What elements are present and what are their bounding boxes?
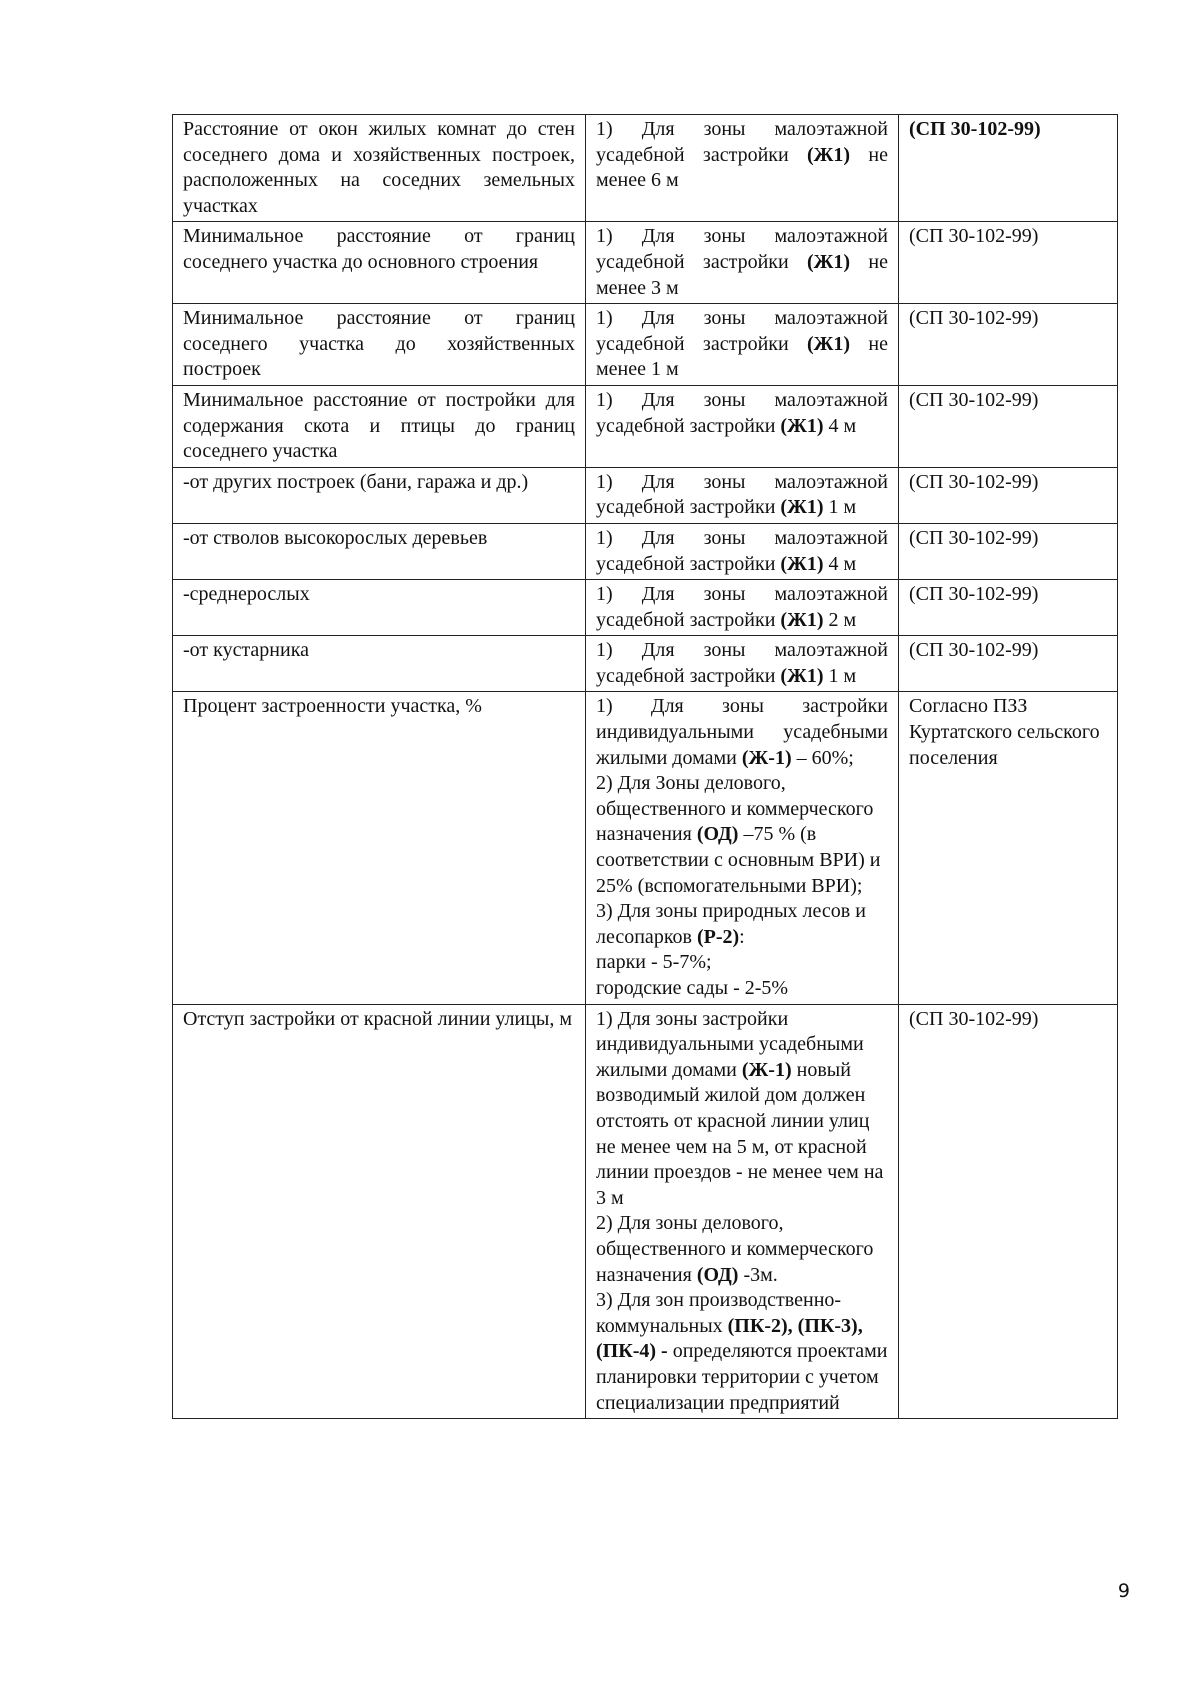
source-text: (СП 30-102-99) bbox=[909, 388, 1039, 411]
parameter-cell bbox=[173, 115, 586, 222]
source-text: (СП 30-102-99) bbox=[909, 470, 1039, 493]
zone-text: 1) Для зоны малоэтажной усадебной застройки bbox=[596, 118, 888, 166]
setback-item-2 bbox=[596, 1211, 888, 1288]
item-text: 2) Для зоны делового, общественного и коммерческого назначения bbox=[596, 1212, 874, 1286]
zone-value: 4 м bbox=[823, 414, 857, 437]
parameter-cell bbox=[173, 580, 586, 636]
table-row bbox=[173, 523, 1118, 579]
zone-text: 1) Для зоны малоэтажной усадебной застройки bbox=[596, 639, 888, 687]
zone-cell bbox=[586, 385, 899, 467]
source-cell bbox=[899, 115, 1118, 222]
source-cell bbox=[899, 222, 1118, 304]
zone-text: 1) Для зоны малоэтажной усадебной застройки bbox=[596, 225, 888, 273]
table-row bbox=[173, 467, 1118, 523]
coverage-gardens: городские сады - 2-5% bbox=[596, 977, 789, 999]
item-text: 1) Для зоны застройки индивидуальными усадебными жилыми домами bbox=[596, 1007, 864, 1081]
zone-cell bbox=[586, 692, 899, 1004]
table-row bbox=[173, 636, 1118, 692]
parameter-cell bbox=[173, 467, 586, 523]
item-text: 2) Для Зоны делового, общественного и коммерческого назначения bbox=[596, 772, 874, 846]
parameter-cell bbox=[173, 1004, 586, 1419]
zone-value: не менее 1 м bbox=[596, 332, 888, 381]
parameter-cell bbox=[173, 692, 586, 1004]
source-text: (СП 30-102-99) bbox=[909, 307, 1039, 330]
source-text: Согласно ПЗЗ Куртатского сельского поселения bbox=[909, 695, 1100, 769]
item-text: 1) Для зоны застройки индивидуальными усадебными жилыми домами bbox=[596, 695, 888, 769]
source-cell bbox=[899, 636, 1118, 692]
zone-code: (ОД) bbox=[696, 823, 739, 846]
source-cell bbox=[899, 385, 1118, 467]
parameter-cell bbox=[173, 222, 586, 304]
parameter-text: Минимальное расстояние от границ соседнего участка до основного строения bbox=[183, 225, 575, 273]
source-cell bbox=[899, 1004, 1118, 1419]
zone-cell bbox=[586, 115, 899, 222]
zone-code: (Ж1) bbox=[780, 496, 824, 519]
table-row-setback bbox=[173, 1004, 1118, 1419]
setback-item-3 bbox=[596, 1288, 888, 1416]
parameter-text: -от других построек (бани, гаража и др.) bbox=[183, 470, 529, 493]
zone-code: (ПК-2), (ПК-3), (ПК-4) - bbox=[596, 1314, 863, 1363]
zone-code: (Ж1) bbox=[807, 332, 851, 355]
source-cell bbox=[899, 304, 1118, 386]
zone-code: (Ж1) bbox=[780, 664, 824, 687]
zone-cell bbox=[586, 467, 899, 523]
source-text: (СП 30-102-99) bbox=[909, 1007, 1039, 1030]
zone-code: (ОД) bbox=[696, 1263, 739, 1286]
coverage-parks: парки - 5-7%; bbox=[596, 951, 712, 974]
zone-code: (Ж1) bbox=[780, 414, 824, 437]
source-text: (СП 30-102-99) bbox=[909, 583, 1039, 606]
parameter-text: Отступ застройки от красной линии улицы, м bbox=[183, 1007, 572, 1030]
zone-cell bbox=[586, 523, 899, 579]
table-row-coverage bbox=[173, 692, 1118, 1004]
zone-code: (Ж-1) bbox=[741, 1058, 792, 1081]
table-row bbox=[173, 304, 1118, 386]
item-value: –75 % (в соответствии с основным ВРИ) и 25% (вспомогательными ВРИ); bbox=[596, 823, 881, 897]
parameter-text: -от кустарника bbox=[183, 639, 310, 662]
zone-cell bbox=[586, 304, 899, 386]
zone-text: 1) Для зоны малоэтажной усадебной застройки bbox=[596, 470, 888, 519]
regulations-table bbox=[172, 114, 1118, 1419]
source-cell bbox=[899, 692, 1118, 1004]
table-row bbox=[173, 222, 1118, 304]
zone-text: 1) Для зоны малоэтажной усадебной застройки bbox=[596, 583, 888, 631]
item-value: : bbox=[739, 925, 745, 948]
zone-code: (Ж1) bbox=[780, 552, 824, 575]
zone-cell bbox=[586, 580, 899, 636]
zone-cell bbox=[586, 222, 899, 304]
coverage-item-1 bbox=[596, 694, 888, 771]
item-value: -3м. bbox=[738, 1263, 778, 1286]
zone-value: не менее 3 м bbox=[596, 250, 888, 299]
parameter-text: Расстояние от окон жилых комнат до стен соседнего дома и хозяйственных построек, расположенных на соседних земельных участках bbox=[183, 118, 575, 217]
zone-cell bbox=[586, 636, 899, 692]
coverage-item-3 bbox=[596, 899, 888, 950]
zone-code: (Ж1) bbox=[780, 608, 824, 631]
item-text: 3) Для зон производственно-коммунальных bbox=[596, 1289, 842, 1337]
item-text: 3) Для зоны природных лесов и лесопарков bbox=[596, 900, 866, 948]
setback-item-1 bbox=[596, 1007, 888, 1212]
parameter-text: Минимальное расстояние от постройки для содержания скота и птицы до границ соседнего участка bbox=[183, 388, 575, 463]
item-value: – 60%; bbox=[791, 746, 854, 769]
parameter-text: -от стволов высокорослых деревьев bbox=[183, 526, 488, 549]
zone-code: (Ж1) bbox=[807, 250, 851, 273]
parameter-cell bbox=[173, 523, 586, 579]
zone-value: 1 м bbox=[823, 496, 857, 519]
source-text: (СП 30-102-99) bbox=[909, 639, 1039, 662]
source-text: (СП 30-102-99) bbox=[909, 118, 1041, 140]
item-value: новый возводимый жилой дом должен отстоять от красной линии улиц не менее чем на 5 м, от красной линии проездов - не менее чем на 3 м bbox=[596, 1058, 884, 1209]
zone-code: (Ж-1) bbox=[741, 746, 792, 769]
zone-text: 1) Для зоны малоэтажной усадебной застройки bbox=[596, 526, 888, 575]
source-text: (СП 30-102-99) bbox=[909, 225, 1039, 248]
zone-value: 2 м bbox=[823, 608, 857, 631]
zone-text: 1) Для зоны малоэтажной усадебной застройки bbox=[596, 307, 888, 355]
parameter-cell bbox=[173, 385, 586, 467]
table-row bbox=[173, 115, 1118, 222]
zone-text: 1) Для зоны малоэтажной усадебной застройки bbox=[596, 388, 888, 437]
item-value: определяются проектами планировки территории с учетом специализации предприятий bbox=[596, 1340, 888, 1414]
parameter-text: -среднерослых bbox=[183, 583, 310, 606]
page-number: 9 bbox=[1117, 1580, 1130, 1602]
zone-code: (Ж1) bbox=[807, 143, 851, 166]
source-cell bbox=[899, 580, 1118, 636]
source-cell bbox=[899, 523, 1118, 579]
zone-value: 1 м bbox=[823, 664, 857, 687]
source-cell bbox=[899, 467, 1118, 523]
parameter-cell bbox=[173, 304, 586, 386]
table-row bbox=[173, 580, 1118, 636]
zone-cell bbox=[586, 1004, 899, 1419]
parameter-text: Процент застроенности участка, % bbox=[183, 695, 482, 718]
source-text: (СП 30-102-99) bbox=[909, 526, 1039, 549]
zone-code: (Р-2) bbox=[696, 925, 740, 948]
table-row bbox=[173, 385, 1118, 467]
parameter-cell bbox=[173, 636, 586, 692]
zone-value: 4 м bbox=[823, 552, 857, 575]
parameter-text: Минимальное расстояние от границ соседнего участка до хозяйственных построек bbox=[183, 307, 575, 381]
coverage-item-2 bbox=[596, 771, 888, 899]
zone-value: не менее 6 м bbox=[596, 143, 888, 192]
